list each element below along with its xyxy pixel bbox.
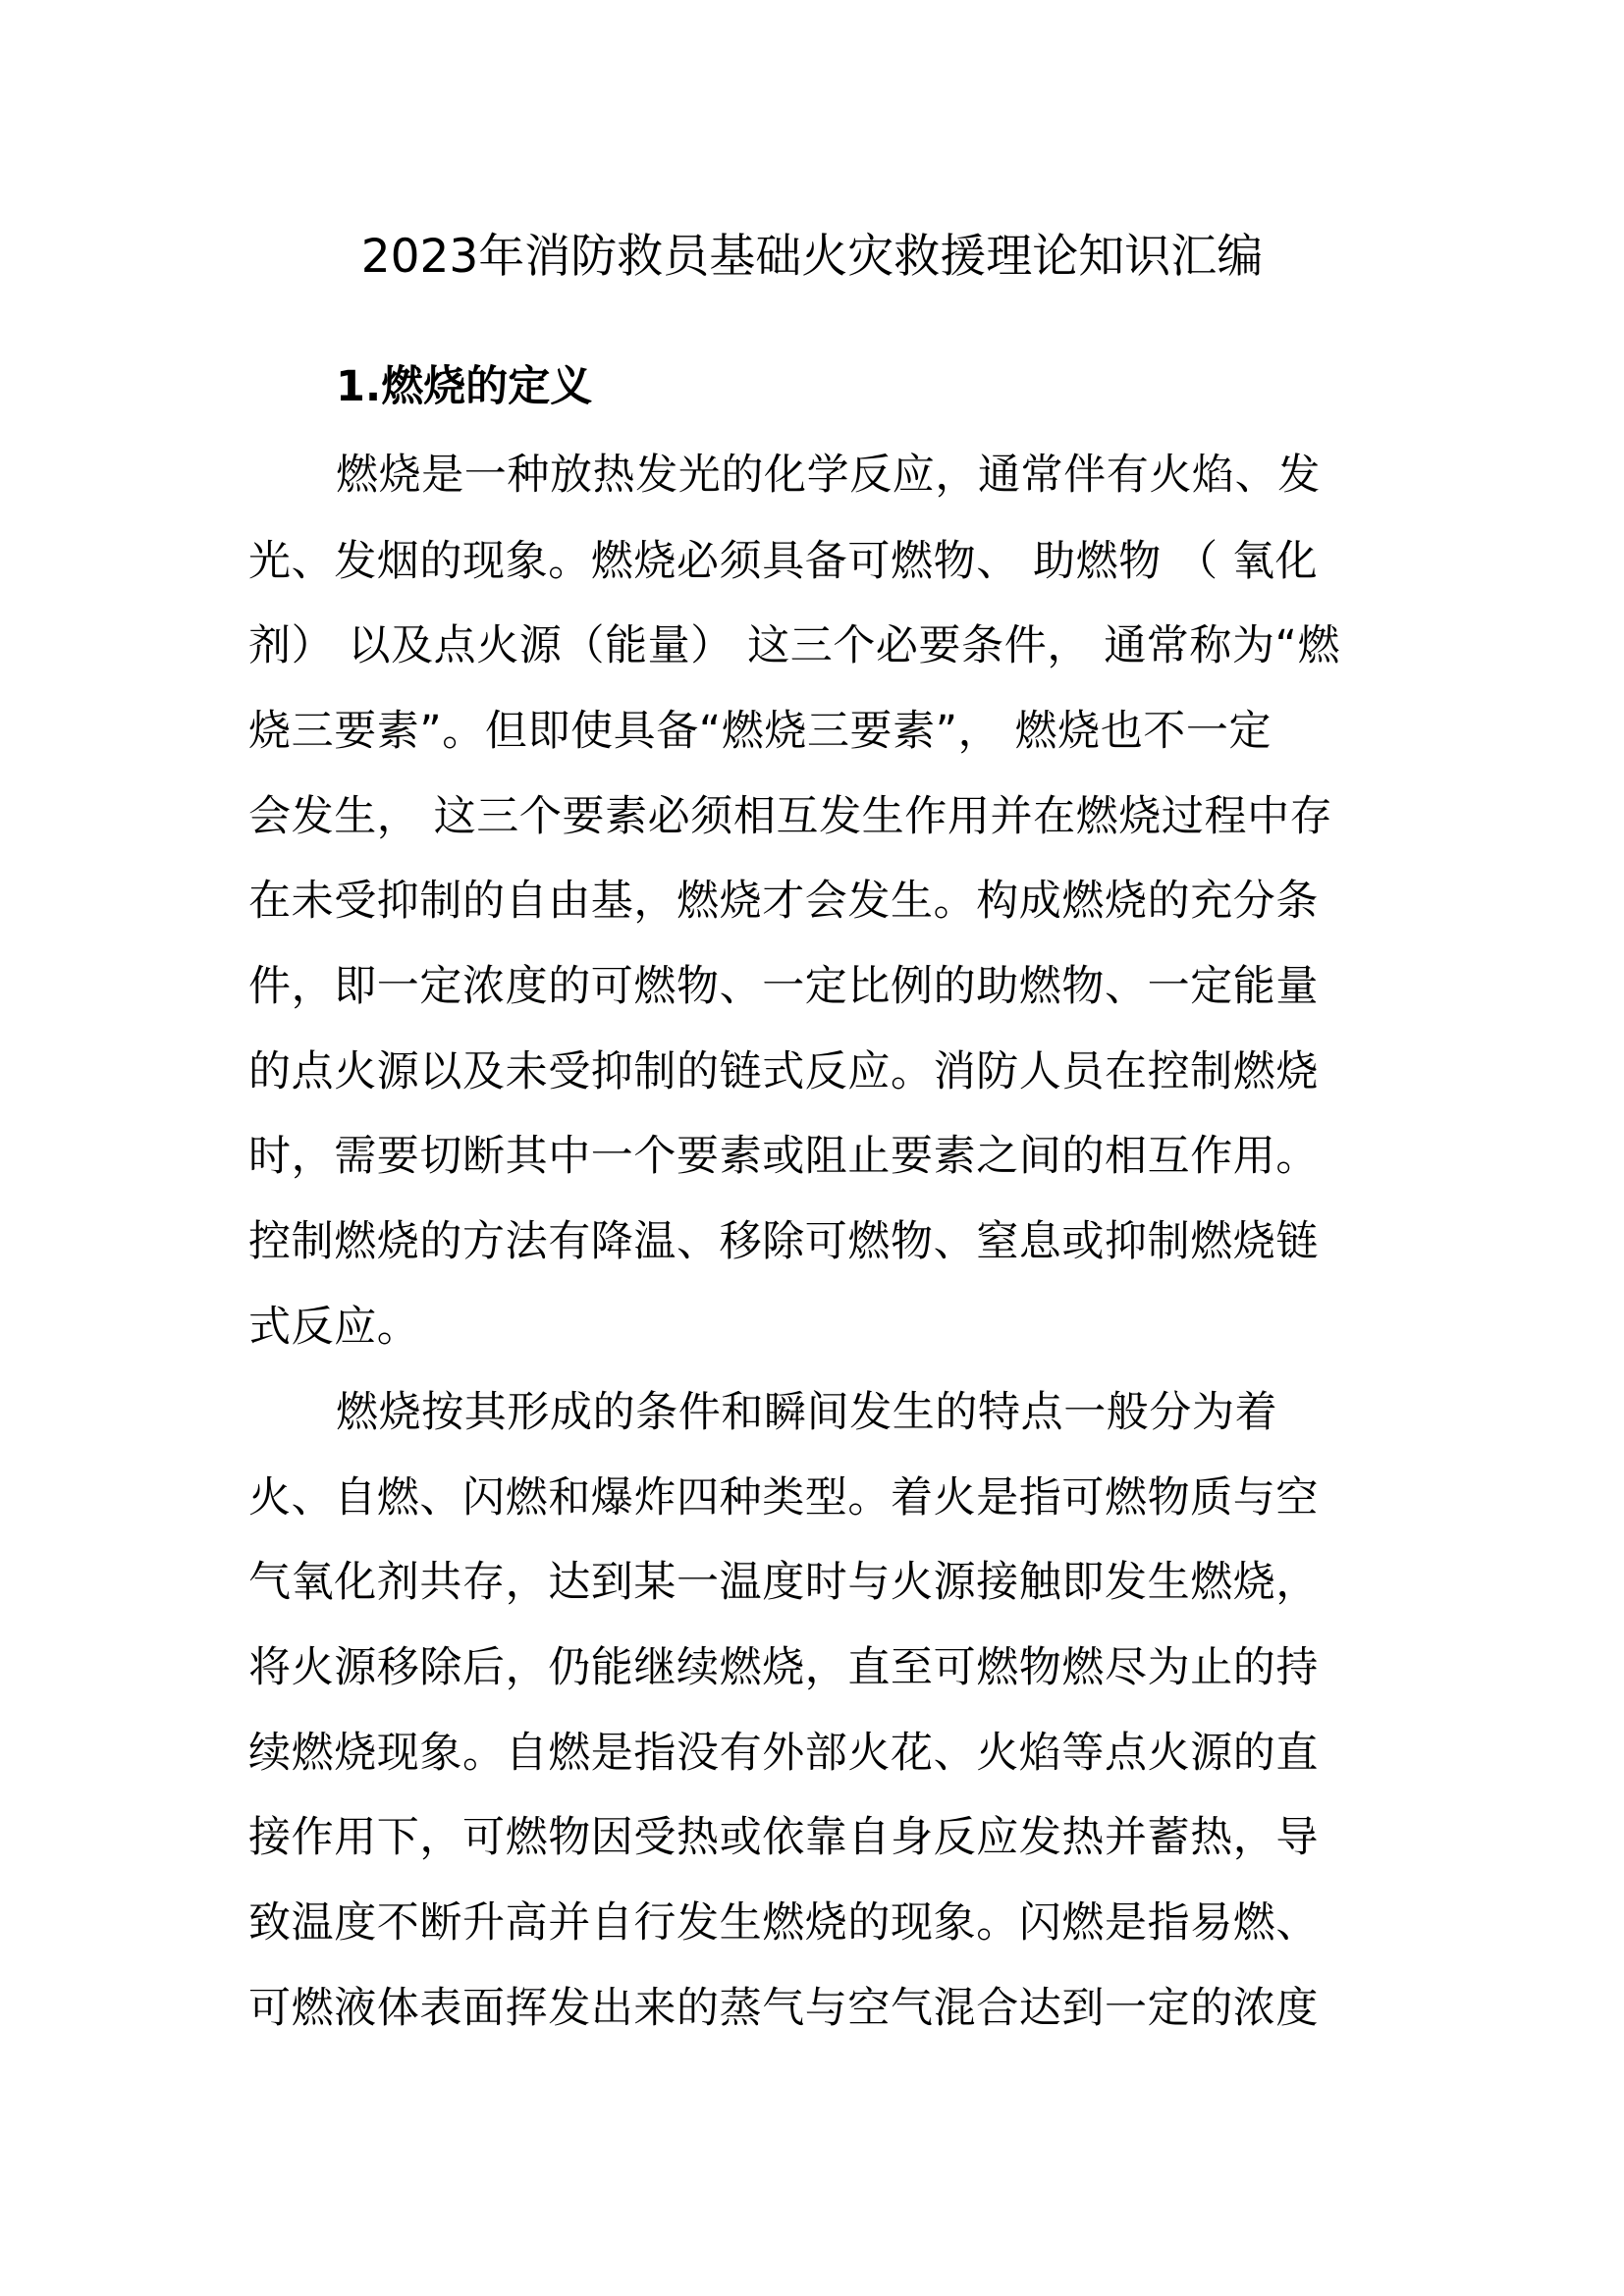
- section-heading: 1.燃烧的定义: [336, 362, 593, 411]
- paragraph-line: 致温度不断升高并自行发生燃烧的现象。闪燃是指易燃、: [248, 1898, 1319, 1948]
- paragraph-line: 可燃液体表面挥发出来的蒸气与空气混合达到一定的浓度: [248, 1984, 1319, 2033]
- paragraph-line: 控制燃烧的方法有降温、移除可燃物、窒息或抑制燃烧链: [248, 1217, 1319, 1266]
- paragraph-line: 件，即一定浓度的可燃物、一定比例的助燃物、一定能量: [248, 962, 1319, 1011]
- paragraph-line: 续燃烧现象。自燃是指没有外部火花、火焰等点火源的直: [248, 1729, 1319, 1778]
- paragraph-line: 式反应。: [248, 1303, 420, 1352]
- paragraph-line: 会发生， 这三个要素必须相互发生作用并在燃烧过程中存: [248, 792, 1333, 841]
- paragraph-line: 的点火源以及未受抑制的链式反应。消防人员在控制燃烧: [248, 1047, 1319, 1096]
- paragraph-line: 时，需要切断其中一个要素或阻止要素之间的相互作用。: [248, 1132, 1319, 1181]
- paragraph-line: 火、自燃、闪燃和爆炸四种类型。着火是指可燃物质与空: [248, 1473, 1319, 1522]
- paragraph-line: 接作用下，可燃物因受热或依靠自身反应发热并蓄热，导: [248, 1813, 1319, 1862]
- document-title: 2023年消防救员基础火灾救援理论知识汇编: [360, 230, 1264, 284]
- paragraph-line: 气氧化剂共存，达到某一温度时与火源接触即发生燃烧，: [248, 1558, 1319, 1607]
- paragraph-line: 剂） 以及点火源（能量） 这三个必要条件， 通常称为“燃: [248, 621, 1341, 670]
- paragraph-line: 在未受抑制的自由基，燃烧才会发生。构成燃烧的充分条: [248, 877, 1319, 926]
- paragraph-line: 燃烧按其形成的条件和瞬间发生的特点一般分为着: [336, 1388, 1278, 1437]
- paragraph-line: 将火源移除后，仍能继续燃烧，直至可燃物燃尽为止的持: [248, 1643, 1319, 1692]
- paragraph-line: 光、发烟的现象。燃烧必须具备可燃物、 助燃物 （ 氧化: [248, 537, 1319, 586]
- paragraph-line: 烧三要素”。但即使具备“燃烧三要素”， 燃烧也不一定: [248, 707, 1272, 756]
- paragraph-line: 燃烧是一种放热发光的化学反应，通常伴有火焰、发: [336, 451, 1321, 500]
